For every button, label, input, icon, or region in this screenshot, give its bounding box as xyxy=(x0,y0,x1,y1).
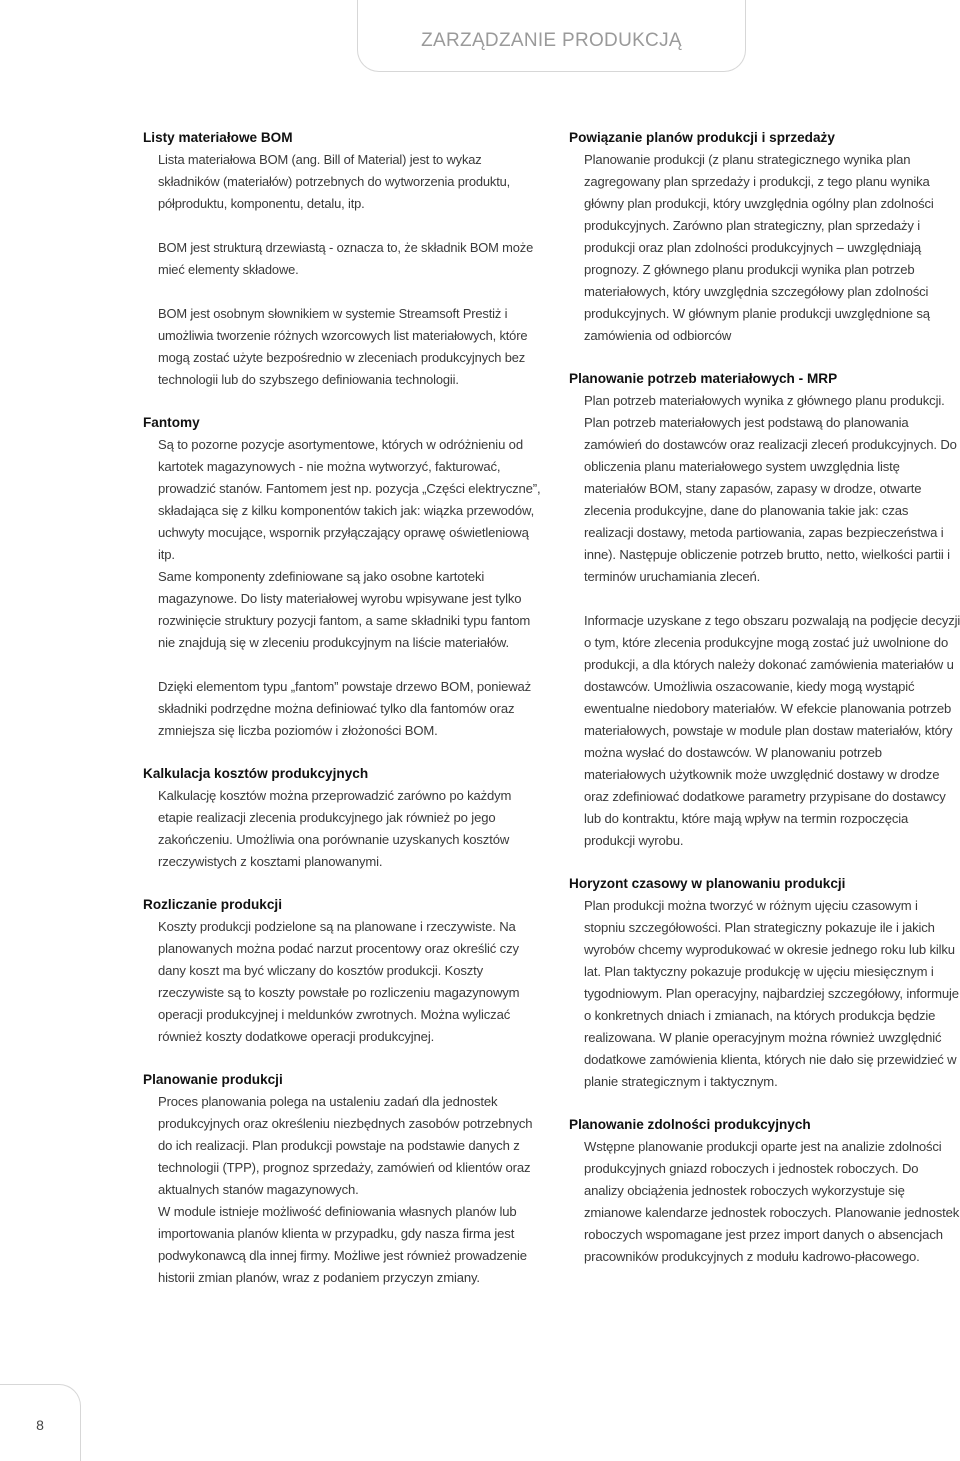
section-fantomy xyxy=(143,412,543,742)
section-title-zdolnosci: Planowanie zdolności produkcyjnych xyxy=(569,1117,811,1132)
paragraph: Plan produkcji można tworzyć w różnym ujęciu czasowym i stopniu szczegółowości. Plan strategiczny pokazuje ile i jakich wyrobów chcemy wyprodukować w okresie jednego roku lub kilku lat. Plan taktyczny pokazuje produkcję w ujęciu miesięcznym i tygodniowym. Plan operacyjny, najbardziej szczegółowy, informuje o konkretnych dniach i zmianach, na których produkcja będzie realizowana. W planie operacyjnym można również uwzględnić dodatkowe zamówienia klienta, których nie dało się przewidzieć w planie strategicznym i taktycznym. xyxy=(584,898,959,1089)
paragraph: Proces planowania polega na ustaleniu zadań dla jednostek produkcyjnych oraz określeniu niezbędnych zasobów potrzebnych do ich realizacji. Plan produkcji powstaje na podstawie danych z technologii (TPP), prognoz sprzedaży, zamówień od klientów oraz aktualnych stanów magazynowych. xyxy=(158,1094,533,1197)
paragraph: Informacje uzyskane z tego obszaru pozwalają na podjęcie decyzji o tym, które zlecenia produkcyjne mogą zostać już uwolnione do produkcji, a dla których należy dokonać zamówienia materiałów u dostawców. Umożliwia oszacowanie, kiedy mogą wystąpić ewentualne niedobory materiałów. W efekcie planowania potrzeb materiałowych, powstaje w module plan dostaw materiałów, który można wysłać do dostawców. W planowaniu potrzeb materiałowych użytkownik może uwzględnić dostawy w drodze oraz zdefiniować dodatkowe parametry przypisane do dostawcy lub do kontraktu, które mają wpływ na termin rozpoczęcia produkcji wyrobu. xyxy=(584,613,960,848)
section-body-fantomy xyxy=(143,434,543,742)
paragraph: Plan potrzeb materiałowych wynika z głównego planu produkcji. Plan potrzeb materiałowych jest podstawą do planowania zamówień do dostawców oraz realizacji zleceń produkcyjnych. Do obliczenia planu materiałowego system uwzględnia listę materiałów BOM, stany zapasów, zapasy w drodze, otwarte zlecenia produkcyjne, dane do planowania takie jak: czas realizacji dostawy, metoda partiowania, zapas bezpieczeństwa i inne). Następuje obliczenie potrzeb brutto, netto, wielkości partii i terminów uruchamiania zleceń. xyxy=(584,393,957,584)
section-body-mrp xyxy=(569,390,960,852)
section-body-planowanie xyxy=(143,1091,543,1289)
section-title-fantomy: Fantomy xyxy=(143,415,200,430)
section-title-rozliczanie: Rozliczanie produkcji xyxy=(143,897,282,912)
section-body-zdolnosci xyxy=(569,1136,960,1268)
page-number-box xyxy=(0,1384,81,1461)
paragraph: Planowanie produkcji (z planu strategicznego wynika plan zagregowany plan sprzedaży i produkcji, z tego planu wynika główny plan produkcji, który uwzględnia ogólny plan zdolności produkcyjnych. Zarówno plan strategiczny, plan sprzedaży i produkcji oraz plan zdolności produkcyjnych – uwzględniają prognozy. Z głównego planu produkcji wynika plan potrzeb materiałowych, który uwzględnia szczegółowy plan zdolności produkcyjnych. W głównym planie produkcji uwzględnione są zamówienia od odbiorców xyxy=(584,152,934,343)
section-kalkulacja xyxy=(143,763,543,873)
paragraph: Lista materiałowa BOM (ang. Bill of Material) jest to wykaz składników (materiałów) potrzebnych do wytworzenia produktu, półproduktu, komponentu, detalu, itp. xyxy=(158,152,511,211)
header-tab xyxy=(357,0,746,72)
section-title-powiazanie: Powiązanie planów produkcji i sprzedaży xyxy=(569,130,835,145)
paragraph: Kalkulację kosztów można przeprowadzić zarówno po każdym etapie realizacji zlecenia produkcyjnego jak również po jego zakończeniu. Umożliwia ona porównanie uzyskanych kosztów rzeczywistych z kosztami planowanymi. xyxy=(158,788,512,869)
section-body-powiazanie xyxy=(569,149,960,347)
paragraph: Są to pozorne pozycje asortymentowe, których w odróżnieniu od kartotek magazynowych - nie można wytworzyć, fakturować, prowadzić stanów. Fantomem jest np. pozycja „Części elektryczne”, składająca się z kilku komponentów takich jak: wiązka przewodów, uchwyty mocujące, wspornik przyłączający oprawę oświetleniową itp. xyxy=(158,437,541,562)
section-planowanie xyxy=(143,1069,543,1289)
paragraph: Dzięki elementom typu „fantom” powstaje drzewo BOM, ponieważ składniki podrzędne można definiować tylko dla fantomów oraz zmniejsza się liczba poziomów i złożoności BOM. xyxy=(158,679,532,738)
section-body-bom xyxy=(143,149,543,391)
section-title-bom: Listy materiałowe BOM xyxy=(143,130,293,145)
paragraph: BOM jest osobnym słownikiem w systemie Streamsoft Prestiż i umożliwia tworzenie różnych wzorcowych list materiałowych, które mogą zostać użyte bezpośrednio w zleceniach produkcyjnych bez technologii lub do szybszego definiowania technologii. xyxy=(158,306,528,387)
paragraph: Koszty produkcji podzielone są na planowane i rzeczywiste. Na planowanych można podać narzut procentowy oraz określić czy dany koszt ma być wliczany do kosztów produkcji. Koszty rzeczywiste są to koszty powstałe po rozliczeniu magazynowym operacji produkcyjnej i meldunków zwrotnych. Można wyliczać również koszty dodatkowe operacji produkcyjnej. xyxy=(158,919,520,1044)
paragraph: W module istnieje możliwość definiowania własnych planów lub importowania planów klienta w przypadku, gdy nasza firma jest podwykonawcą dla innej firmy. Możliwe jest również prowadzenie historii zmian planów, wraz z podaniem przyczyn zmiany. xyxy=(158,1204,527,1285)
section-horyzont xyxy=(569,873,960,1093)
page-title: ZARZĄDZANIE PRODUKCJĄ xyxy=(421,30,682,51)
page-number: 8 xyxy=(36,1417,44,1433)
section-title-kalkulacja: Kalkulacja kosztów produkcyjnych xyxy=(143,766,369,781)
section-rozliczanie xyxy=(143,894,543,1048)
section-body-horyzont xyxy=(569,895,960,1093)
section-title-mrp: Planowanie potrzeb materiałowych - MRP xyxy=(569,371,838,386)
section-title-horyzont: Horyzont czasowy w planowaniu produkcji xyxy=(569,876,846,891)
section-body-rozliczanie xyxy=(143,916,543,1048)
section-body-kalkulacja xyxy=(143,785,543,873)
right-column xyxy=(569,127,960,1289)
section-mrp xyxy=(569,368,960,852)
paragraph: BOM jest strukturą drzewiastą - oznacza to, że składnik BOM może mieć elementy składowe. xyxy=(158,240,534,277)
section-zdolnosci xyxy=(569,1114,960,1268)
section-title-planowanie: Planowanie produkcji xyxy=(143,1072,283,1087)
section-bom xyxy=(143,127,543,391)
section-powiazanie xyxy=(569,127,960,347)
left-column xyxy=(143,127,543,1310)
paragraph: Same komponenty zdefiniowane są jako osobne kartoteki magazynowe. Do listy materiałowej wyrobu wpisywane jest tylko rozwinięcie struktury pozycji fantom, a same składniki typu fantom nie znajdują się w zleceniu produkcyjnym na liście materiałów. xyxy=(158,569,531,650)
paragraph: Wstępne planowanie produkcji oparte jest na analizie zdolności produkcyjnych gniazd roboczych i jednostek roboczych. Do analizy obciążenia jednostek roboczych wykorzystuje się zmianowe kalendarze jednostek roboczych. Planowanie jednostek roboczych wspomagane jest przez import danych o absencjach pracowników produkcyjnych z modułu kadrowo-płacowego. xyxy=(584,1139,960,1264)
